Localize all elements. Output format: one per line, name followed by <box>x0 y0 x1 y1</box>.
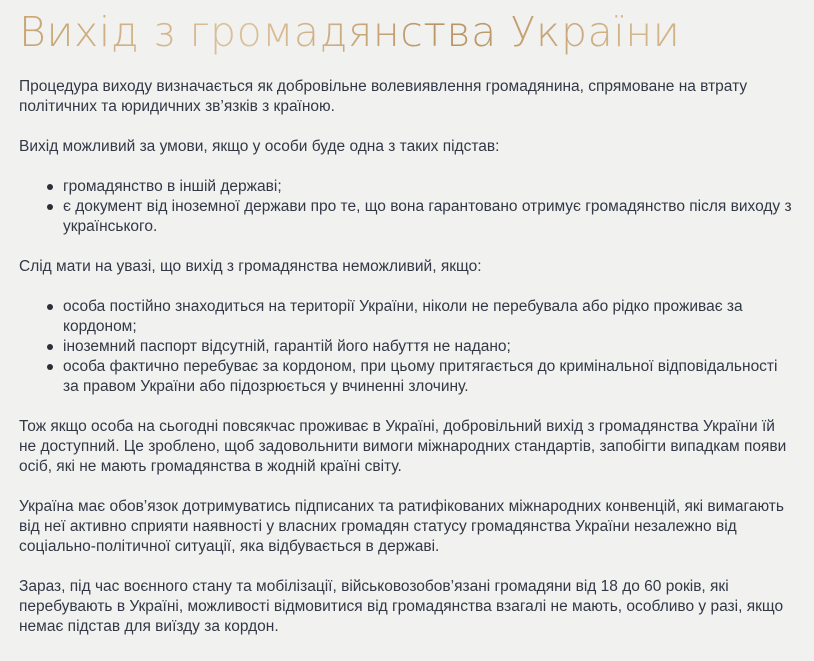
obligation-paragraph: Україна має обов’язок дотримуватись підписаних та ратифікованих міжнародних конвенцій, які вимагають від неї активно сприяти наявності у власних громадян статусу громадянства України незалежно від соціально-політичної ситуації, яка відбувається в державі. <box>19 498 784 555</box>
impossible-intro: Слід мати на увазі, що вихід з громадянства неможливий, якщо: <box>19 258 482 275</box>
list-item-text: громадянство в іншій державі; <box>63 178 282 195</box>
spacer <box>19 117 794 137</box>
bullet-icon <box>47 364 53 370</box>
impossible-list <box>19 297 794 397</box>
intro-paragraph: Процедура виходу визначається як добровільне волевиявлення громадянина, спрямоване на втрату політичних та юридичних зв’язків з країною. <box>19 78 748 115</box>
residence-paragraph: Тож якщо особа на сьогодні повсякчас проживає в Україні, добровільний вихід з громадянства України їй не доступний. Це зроблено, щоб задовольнити вимоги міжнародних стандартів, запобігти випадкам появи осіб, які не мають громадянства в жодній країні світу. <box>19 418 787 475</box>
list-item-text: іноземний паспорт відсутній, гарантій його набуття не надано; <box>63 338 511 355</box>
list-item <box>63 357 794 397</box>
bullet-icon <box>47 184 53 190</box>
bullet-icon <box>47 344 53 350</box>
conditions-intro: Вихід можливий за умови, якщо у особи буде одна з таких підстав: <box>19 138 500 155</box>
bullet-icon <box>47 204 53 210</box>
list-item <box>63 337 794 357</box>
list-item-text: особа фактично перебуває за кордоном, при цьому притягається до кримінальної відповідальності за правом України або підозрюється у вчиненні злочину. <box>63 358 778 395</box>
spacer <box>19 557 794 577</box>
spacer <box>19 237 794 257</box>
list-item-text: є документ від іноземної держави про те, що вона гарантовано отримує громадянство після виходу з українського. <box>63 198 792 235</box>
spacer <box>19 277 794 297</box>
list-item-text: особа постійно знаходиться на території України, ніколи не перебувала або рідко проживає за кордоном; <box>63 298 743 335</box>
page-title: Вихід з громадянства України <box>19 4 794 60</box>
spacer <box>19 60 794 77</box>
spacer <box>19 397 794 417</box>
spacer <box>19 157 794 177</box>
martial-law-paragraph: Зараз, під час воєнного стану та мобілізації, військовозобов’язані громадяни від 18 до 60 років, які перебувають в Україні, можливості відмовитися від громадянства взагалі не мають, особливо у разі, якщо немає підстав для виїзду за кордон. <box>19 578 784 635</box>
list-item <box>63 177 794 197</box>
bullet-icon <box>47 304 53 310</box>
conditions-list <box>19 177 794 237</box>
spacer <box>19 477 794 497</box>
list-item <box>63 197 794 237</box>
list-item <box>63 297 794 337</box>
